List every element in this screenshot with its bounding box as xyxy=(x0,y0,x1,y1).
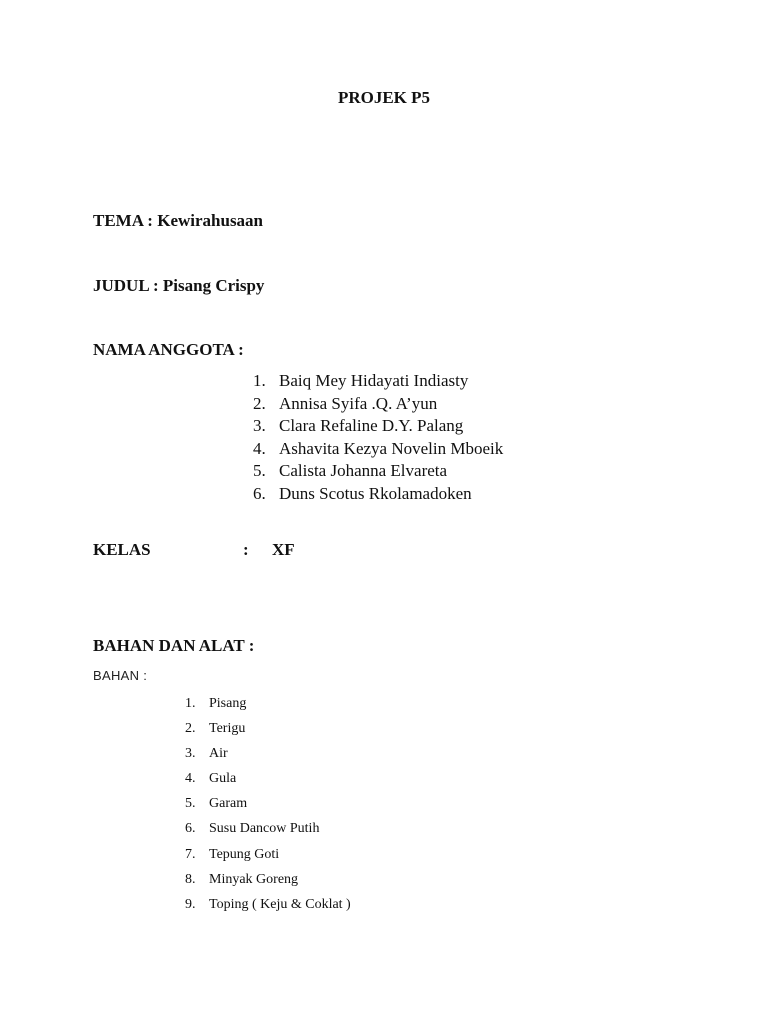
member-item xyxy=(253,415,503,438)
member-number: 6. xyxy=(253,483,266,503)
bahan-item xyxy=(185,869,351,894)
bahan-number: 6. xyxy=(185,821,196,837)
bahan-number: 9. xyxy=(185,896,196,912)
kelas-colon: : xyxy=(243,540,249,559)
bahan-text: Garam xyxy=(209,796,248,812)
bahan-item xyxy=(185,718,351,743)
member-item xyxy=(253,483,503,506)
member-name: Ashavita Kezya Novelin Mboeik xyxy=(279,438,504,458)
member-item xyxy=(253,438,503,461)
bahan-item xyxy=(185,743,351,768)
bahan-text: Tepung Goti xyxy=(209,846,280,862)
member-list xyxy=(253,370,503,506)
member-item xyxy=(253,393,503,416)
bahan-text: Gula xyxy=(209,771,237,787)
member-number: 1. xyxy=(253,371,266,390)
kelas-value: XF xyxy=(272,540,295,559)
bahan-alat-heading: BAHAN DAN ALAT : xyxy=(93,636,255,655)
member-item xyxy=(253,370,503,393)
member-name: Annisa Syifa .Q. A’yun xyxy=(279,393,438,413)
member-item xyxy=(253,460,503,483)
bahan-text: Toping ( Keju & Coklat ) xyxy=(209,896,351,912)
judul-line: JUDUL : Pisang Crispy xyxy=(93,276,265,295)
member-number: 5. xyxy=(253,461,266,481)
bahan-number: 3. xyxy=(185,746,196,762)
tema-line: TEMA : Kewirahusaan xyxy=(93,211,264,230)
bahan-number: 2. xyxy=(185,721,196,737)
kelas-label: KELAS xyxy=(93,540,151,559)
bahan-text: Air xyxy=(209,746,228,762)
bahan-item xyxy=(185,818,351,843)
bahan-number: 1. xyxy=(185,696,196,711)
member-name: Calista Johanna Elvareta xyxy=(279,461,448,481)
member-name: Duns Scotus Rkolamadoken xyxy=(279,483,472,503)
bahan-text: Susu Dancow Putih xyxy=(209,821,320,837)
bahan-number: 4. xyxy=(185,771,196,787)
member-name: Baiq Mey Hidayati Indiasty xyxy=(279,371,469,390)
member-number: 4. xyxy=(253,438,266,458)
member-number: 2. xyxy=(253,393,266,413)
bahan-text: Pisang xyxy=(209,696,247,711)
document-title: PROJEK P5 xyxy=(337,88,431,107)
bahan-text: Minyak Goreng xyxy=(209,871,299,887)
bahan-item xyxy=(185,793,351,818)
bahan-item xyxy=(185,844,351,869)
bahan-item xyxy=(185,894,351,919)
bahan-number: 7. xyxy=(185,846,196,862)
bahan-item xyxy=(185,768,351,793)
nama-anggota-heading: NAMA ANGGOTA : xyxy=(93,340,244,359)
bahan-number: 5. xyxy=(185,796,196,812)
member-number: 3. xyxy=(253,416,266,436)
bahan-number: 8. xyxy=(185,871,196,887)
bahan-text: Terigu xyxy=(209,721,246,737)
member-name: Clara Refaline D.Y. Palang xyxy=(279,416,464,436)
bahan-list xyxy=(185,693,351,919)
bahan-heading: BAHAN : xyxy=(93,668,148,683)
bahan-item xyxy=(185,693,351,718)
